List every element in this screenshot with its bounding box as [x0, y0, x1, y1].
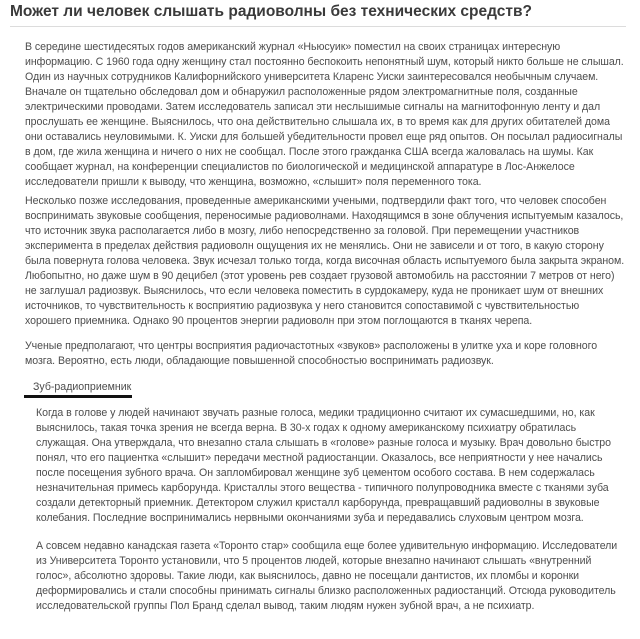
article-paragraph-1: В середине шестидесятых годов американский журнал «Ньюсуик» поместил на своих страницах интересную информацию. С 1960 года одну женщину стал постоянно беспокоить непонятный шум, который никто больше не слышал. Один из научных сотрудников Калифорнийского университета Кларенс Уиски заинтересовался необычным случаем. Вначале он тщательно обследовал дом и обнаружил расположенные рядом электромагнитные поля, созданные электрическими проводами. Затем исследователь записал эти неслышимые сигналы на магнитофонную ленту и дал прослушать ее женщине. Выяснилось, что она действительно слышала их, в то время как для других обитателей дома они оставались неуловимыми. К. Уиски для большей убедительности провел еще ряд опытов. Он посылал радиосигналы в дом, где жила женщина и ничего о них не сообщал. После этого гражданка США всегда жаловалась на шумы. Как сообщает журнал, на конференции специалистов по биологической и медицинской аппаратуре в Лос-Анжелосе исследователи пришли к выводу, что женщина, возможно, «слышит» поля переменного тока. — [25, 41, 624, 188]
subheading-underline — [24, 395, 132, 398]
title-divider — [10, 26, 626, 27]
article-title: Может ли человек слышать радиоволны без технических средств? — [10, 3, 532, 20]
quote-paragraph-2: А совсем недавно канадская газета «Торонто стар» сообщила еще более удивительную информацию. Исследователи из Университета Торонто установили, что 5 процентов людей, которые внезапно начинают слышать «внутренний голос», абсолютно здоровы. Такие люди, как выяснилось, давно не посещали дантистов, их пломбы и коронки деформировались и стали способны принимать сигналы близко расположенных радиостанций. Отсюда руководитель исследовательской группы Пол Бранд сделал вывод, таким людям нужен зубной врач, а не психиатр. — [36, 540, 618, 612]
article-paragraph-3: Ученые предполагают, что центры восприятия радиочастотных «звуков» расположены в улитке уха и коре головного мозга. Вероятно, есть люди, обладающие повышенной способностью воспринимать радиозвук. — [25, 340, 598, 367]
quote-paragraph-1: Когда в голове у людей начинают звучать разные голоса, медики традиционно считают их сумасшедшими, но, как выяснилось, такая точка зрения не всегда верна. В 30-х годах к одному американскому психиатру обратилась служащая. Она утверждала, что внезапно стала слышать в «голове» разные голоса и музыку. Врач довольно быстро понял, что его пациентка «слышит» передачи местной радиостанции. Оказалось, все неприятности у нее начались после посещения зубного врача. Он запломбировал женщине зуб цементом особого состава. В нем содержалась незначительная примесь карборунда. Кристаллы этого вещества - типичного полупроводника вместе с тканями зуба создали детекторный приемник. Детектором служил кристалл карборунда, превращавший радиоволны в звуковые колебания. Последние воспринимались нервными окончаниями зуба и передавались слуховым центром мозга. — [36, 407, 611, 524]
section-subheading: Зуб-радиоприемник — [33, 381, 132, 393]
article-paragraph-2: Несколько позже исследования, проведенные американскими учеными, подтвердили факт того, что человек способен воспринимать звуковые сообщения, переносимые радиоволнами. Находящимся в зоне облучения испытуемым казалось, что источник звука располагается либо в мозгу, либо непосредственно за головой. При перемещении участников эксперимента в пределах действия радиоволн ощущения их не менялись. Они не зависели и от того, в какую сторону была повернута голова человека. Звук исчезал только тогда, когда височная область испытуемого была закрыта экраном. Любопытно, но даже шум в 90 децибел (этот уровень рев создает грузовой автомобиль на расстоянии 7 метров от него) не заглушал радиозвук. Выяснилось, что если человека поместить в сурдокамеру, куда не проникает шум от внешних источников, то чувствительность к восприятию радиозвука у него становится сопоставимой с чувствительностью хорошего приемника. Однако 90 процентов энергии радиоволн при этом поглощаются в тканях черепа. — [25, 195, 625, 327]
